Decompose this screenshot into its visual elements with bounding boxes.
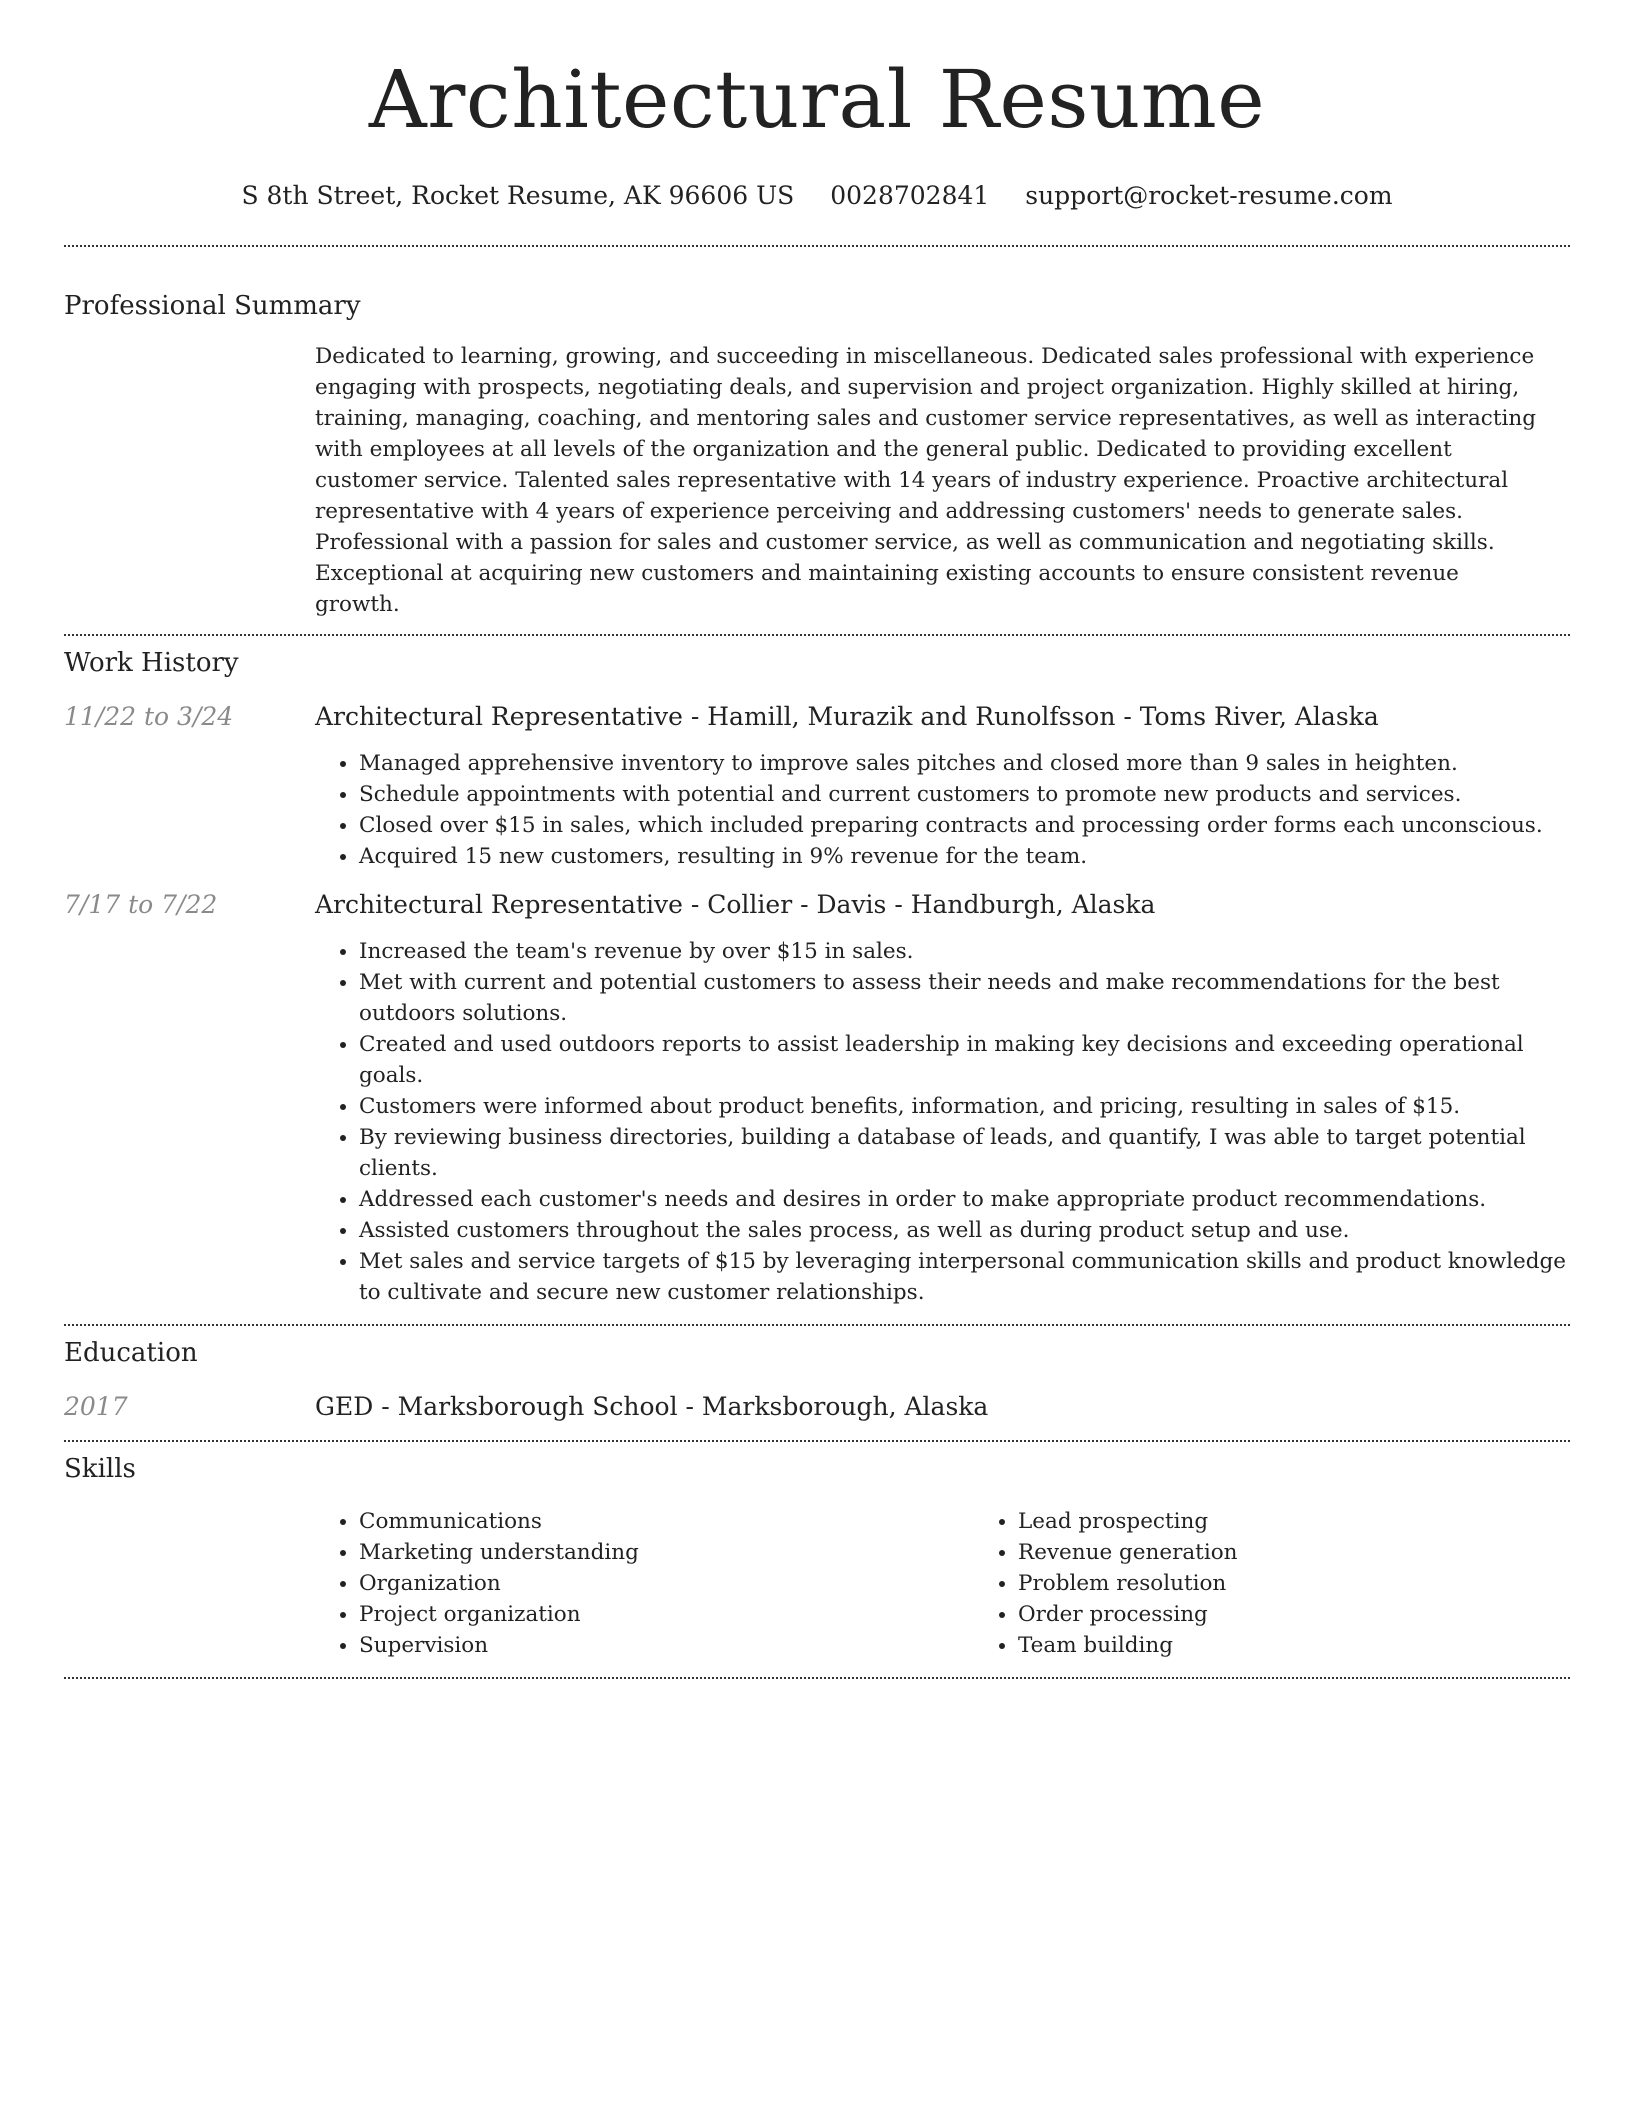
job-details <box>315 700 1570 872</box>
job-bullet: • Acquired 15 new customers, resulting in 9% revenue for the team. <box>359 841 1570 872</box>
job-bullets <box>315 936 1570 1308</box>
job-bullet: • Closed over $15 in sales, which included preparing contracts and processing order forms each unconscious. <box>359 810 1570 841</box>
professional-summary-section <box>64 247 1570 620</box>
education-section <box>64 1326 1570 1424</box>
skill-item: • Team building <box>1018 1630 1632 1661</box>
summary-text: Dedicated to learning, growing, and succeeding in miscellaneous. Dedicated sales professional with experience engaging with prospects, negotiating deals, and supervision and project organization. Highly skilled at hiring, training, managing, coaching, and mentoring sales and customer service representatives, as well as interacting with employees at all levels of the organization and the general public. Dedicated to providing excellent customer service. Talented sales representative with 14 years of industry experience. Proactive architectural representative with 4 years of experience perceiving and addressing customers' needs to generate sales. Professional with a passion for sales and customer service, as well as communication and negotiating skills. Exceptional at acquiring new customers and maintaining existing accounts to ensure consistent revenue growth. <box>315 344 1536 617</box>
job-bullet: • Met sales and service targets of $15 by leveraging interpersonal communication skills and product knowledge to cultivate and secure new customer relationships. <box>359 1246 1570 1308</box>
skill-item: • Problem resolution <box>1018 1568 1632 1599</box>
contact-address: S 8th Street, Rocket Resume, AK 96606 US <box>241 181 795 210</box>
job-entry <box>64 888 1570 1308</box>
job-dates: 11/22 to 3/24 <box>64 702 234 731</box>
job-entry <box>64 700 1570 872</box>
skill-item: • Communications <box>359 1506 974 1537</box>
skills-grid <box>315 1506 1632 1661</box>
job-dates: 7/17 to 7/22 <box>64 890 218 919</box>
job-bullet: • Addressed each customer's needs and desires in order to make appropriate product recommendations. <box>359 1184 1570 1215</box>
job-bullet: • Customers were informed about product benefits, information, and pricing, resulting in sales of $15. <box>359 1091 1570 1122</box>
education-details <box>315 1390 1570 1424</box>
skill-item: • Organization <box>359 1568 974 1599</box>
skills-section <box>64 1442 1570 1661</box>
education-year: 2017 <box>64 1392 128 1421</box>
work-history-section <box>64 636 1570 1308</box>
resume-header <box>64 0 1570 214</box>
contact-email: support@rocket-resume.com <box>1025 181 1393 210</box>
job-bullet: • Managed apprehensive inventory to improve sales pitches and closed more than 9 sales in heighten. <box>359 748 1570 779</box>
skill-item: • Marketing understanding <box>359 1537 974 1568</box>
job-bullet: • Created and used outdoors reports to assist leadership in making key decisions and exceeding operational goals. <box>359 1029 1570 1091</box>
education-entry <box>64 1390 1570 1424</box>
skill-item: • Supervision <box>359 1630 974 1661</box>
job-details <box>315 888 1570 1308</box>
skills-row <box>64 1506 1570 1661</box>
job-bullets <box>315 748 1570 872</box>
contact-phone: 0028702841 <box>830 181 990 210</box>
section-title-work: Work History <box>64 648 239 678</box>
summary-row <box>64 341 1570 620</box>
education-title: GED - Marksborough School - Marksborough, Alaska <box>315 1392 989 1421</box>
contact-line <box>64 178 1570 214</box>
section-title-summary: Professional Summary <box>64 291 361 321</box>
job-bullet: • Schedule appointments with potential and current customers to promote new products and services. <box>359 779 1570 810</box>
skills-column-1 <box>315 1506 974 1661</box>
skill-item: • Lead prospecting <box>1018 1506 1632 1537</box>
section-title-education: Education <box>64 1338 198 1368</box>
job-bullet: • Met with current and potential customers to assess their needs and make recommendations for the best outdoors solutions. <box>359 967 1570 1029</box>
skill-item: • Order processing <box>1018 1599 1632 1630</box>
job-bullet: • Increased the team's revenue by over $15 in sales. <box>359 936 1570 967</box>
resume-page <box>64 0 1570 1679</box>
resume-name: Architectural Resume <box>368 53 1266 146</box>
skills-column-2 <box>974 1506 1632 1661</box>
skill-item: • Project organization <box>359 1599 974 1630</box>
skills-divider <box>64 1677 1570 1679</box>
section-title-skills: Skills <box>64 1454 136 1484</box>
job-bullet: • Assisted customers throughout the sales process, as well as during product setup and use. <box>359 1215 1570 1246</box>
job-title: Architectural Representative - Collier - Davis - Handburgh, Alaska <box>315 890 1156 919</box>
summary-content <box>315 341 1570 620</box>
job-bullet: • By reviewing business directories, building a database of leads, and quantify, I was able to target potential clients. <box>359 1122 1570 1184</box>
skill-item: • Revenue generation <box>1018 1537 1632 1568</box>
job-title: Architectural Representative - Hamill, Murazik and Runolfsson - Toms River, Alaska <box>315 702 1379 731</box>
